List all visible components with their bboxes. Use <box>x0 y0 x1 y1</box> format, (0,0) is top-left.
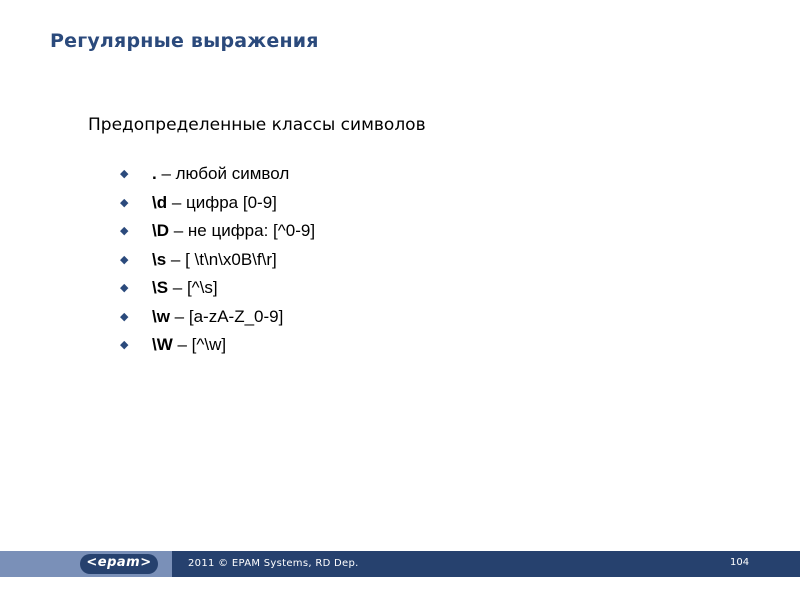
epam-logo-text: <epam> <box>86 555 152 570</box>
regex-class-description: – [a-zA-Z_0-9] <box>169 306 284 326</box>
bullet-icon: ◆ <box>120 253 129 266</box>
slide-subtitle: Предопределенные классы символов <box>88 115 426 135</box>
bullet-icon: ◆ <box>120 339 129 351</box>
bullet-icon: ◆ <box>120 196 129 209</box>
regex-class-description: – [^\s] <box>168 278 218 297</box>
bullet-icon: ◆ <box>120 282 129 294</box>
regex-class-description: – любой символ <box>156 164 290 183</box>
bullet-icon: ◆ <box>120 225 129 237</box>
regex-class-code: \S <box>152 278 169 297</box>
epam-logo <box>80 554 158 574</box>
regex-class-description: – не цифра: [^0-9] <box>169 221 316 240</box>
regex-class-code: \D <box>152 221 169 240</box>
regex-class-code: . <box>152 164 157 183</box>
footer-logo-panel <box>0 551 172 577</box>
bullet-text <box>152 335 226 355</box>
bullet-text <box>152 193 277 213</box>
bullet-text <box>152 164 289 184</box>
footer-copyright: 2011 © EPAM Systems, RD Dep. <box>188 558 359 569</box>
regex-class-code: \w <box>152 306 170 326</box>
slide-title: Регулярные выражения <box>50 30 319 52</box>
regex-class-description: – цифра [0-9] <box>167 192 277 212</box>
bullet-text <box>152 278 218 298</box>
footer-bar <box>0 551 800 577</box>
bullet-icon: ◆ <box>120 168 129 180</box>
bullet-icon: ◆ <box>120 310 129 323</box>
bullet-text <box>152 221 315 241</box>
page-number: 104 <box>730 557 750 568</box>
regex-class-description: – [ \t\n\x0B\f\r] <box>166 249 277 269</box>
regex-class-code: \W <box>152 335 173 354</box>
bullet-text <box>152 307 283 327</box>
bullet-text <box>152 250 277 270</box>
regex-class-code: \s <box>152 249 167 269</box>
regex-class-code: \d <box>152 192 168 212</box>
regex-class-description: – [^\w] <box>172 335 227 354</box>
